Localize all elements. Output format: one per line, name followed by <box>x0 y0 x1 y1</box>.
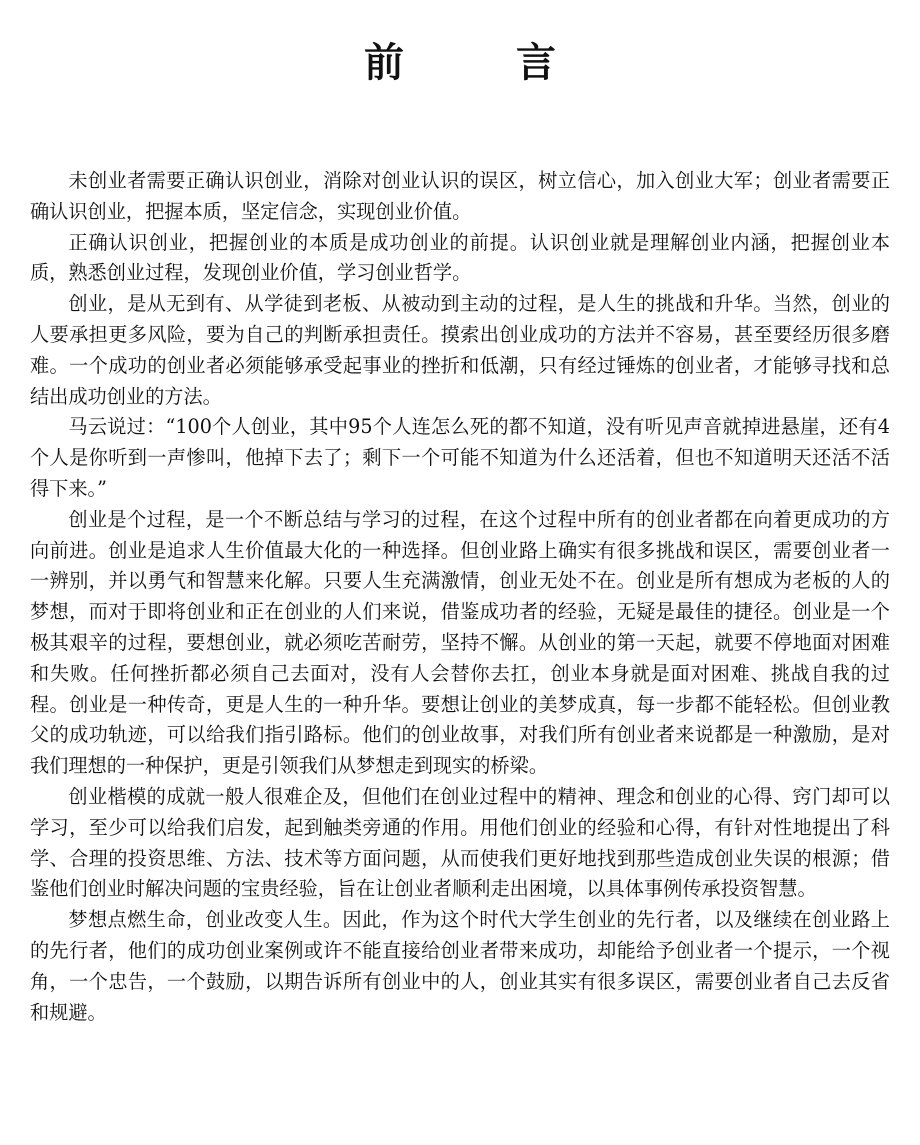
paragraph: 正确认识创业，把握创业的本质是成功创业的前提。认识创业就是理解创业内涵，把握创业本质，熟悉创业过程，发现创业价值，学习创业哲学。 <box>30 230 890 285</box>
document-page <box>30 0 890 1028</box>
document-body <box>30 166 890 1028</box>
paragraph: 梦想点燃生命，创业改变人生。因此，作为这个时代大学生创业的先行者，以及继续在创业路上的先行者，他们的成功创业案例或许不能直接给创业者带来成功，却能给予创业者一个提示，一个视角，一个忠告，一个鼓励，以期告诉所有创业中的人，创业其实有很多误区，需要创业者自己去反省和规避。 <box>30 908 890 1024</box>
page-title: 前 言 <box>364 40 592 86</box>
paragraph: 未创业者需要正确认识创业，消除对创业认识的误区，树立信心，加入创业大军；创业者需要正确认识创业，把握本质，坚定信念，实现创业价值。 <box>30 169 890 223</box>
paragraph: 创业，是从无到有、从学徒到老板、从被动到主动的过程，是人生的挑战和升华。当然，创业的人要承担更多风险，要为自己的判断承担责任。摸索出创业成功的方法并不容易，甚至要经历很多磨难。一个成功的创业者必须能够承受起事业的挫折和低潮，只有经过锤炼的创业者，才能够寻找和总结出成功创业的方法。 <box>30 292 890 408</box>
paragraph: 创业楷模的成就一般人很难企及，但他们在创业过程中的精神、理念和创业的心得、窍门却可以学习，至少可以给我们启发，起到触类旁通的作用。用他们创业的经验和心得，有针对性地提出了科学、合理的投资思维、方法、技术等方面问题，从而使我们更好地找到那些造成创业失误的根源；借鉴他们创业时解决问题的宝贵经验，旨在让创业者顺利走出困境，以具体事例传承投资智慧。 <box>30 784 890 901</box>
paragraph: 马云说过：“100个人创业，其中95个人连怎么死的都不知道，没有听见声音就掉进悬崖，还有4个人是你听到一声惨叫，他掉下去了；剩下一个可能不知道为什么还活着，但也不知道明天还活不活得下来。” <box>30 415 890 500</box>
paragraph: 创业是个过程，是一个不断总结与学习的过程，在这个过程中所有的创业者都在向着更成功的方向前进。创业是追求人生价值最大化的一种选择。但创业路上确实有很多挑战和误区，需要创业者一一辨别，并以勇气和智慧来化解。只要人生充满激情，创业无处不在。创业是所有想成为老板的人的梦想，而对于即将创业和正在创业的人们来说，借鉴成功者的经验，无疑是最佳的捷径。创业是一个极其艰辛的过程，要想创业，就必须吃苦耐劳，坚持不懈。从创业的第一天起，就要不停地面对困难和失败。任何挫折都必须自己去面对，没有人会替你去扛，创业本身就是面对困难、挑战自我的过程。创业是一种传奇，更是人生的一种升华。要想让创业的美梦成真，每一步都不能轻松。但创业教父的成功轨迹，可以给我们指引路标。他们的创业故事，对我们所有创业者来说都是一种激励，是对我们理想的一种保护，更是引领我们从梦想走到现实的桥梁。 <box>30 507 890 778</box>
